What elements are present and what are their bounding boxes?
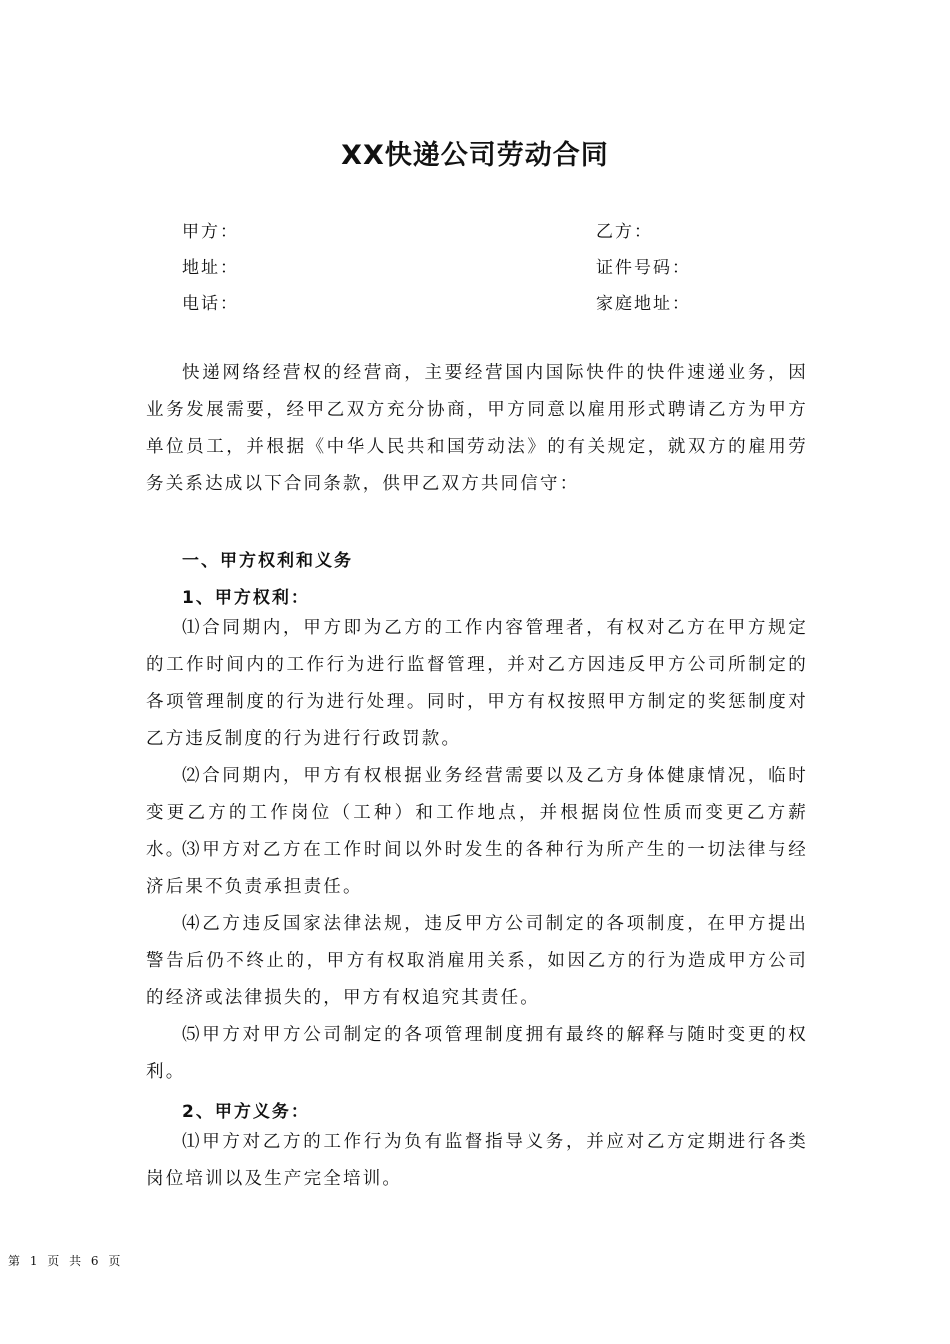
home-address-label: 家庭地址： [596, 294, 691, 314]
rights-item-1: ⑴合同期内，甲方即为乙方的工作内容管理者，有权对乙方在甲方规定的工作时间内的工作行为进行监督管理，并对乙方因违反甲方公司所制定的各项管理制度的行为进行处理。同时，甲方有权按照甲方制定的奖惩制度对乙方违反制度的行为进行行政罚款。 [146, 618, 808, 749]
address-label: 地址： [182, 258, 239, 278]
rights-item-4: ⑷乙方违反国家法律法规，违反甲方公司制定的各项制度，在甲方提出警告后仍不终止的，甲方有权取消雇用关系，如因乙方的行为造成甲方公司的经济或法律损失的，甲方有权追究其责任。 [146, 914, 808, 1008]
id-number-label: 证件号码： [596, 258, 691, 278]
duties-item-1: ⑴甲方对乙方的工作行为负有监督指导义务，并应对乙方定期进行各类岗位培训以及生产完全培训。 [146, 1132, 808, 1189]
page-footer: 第 1 页 共 6 页 [8, 1254, 124, 1268]
party-a-label: 甲方： [182, 222, 239, 242]
rights-item-2: ⑵合同期内，甲方有权根据业务经营需要以及乙方身体健康情况，临时变更乙方的工作岗位（工种）和工作地点，并根据岗位性质而变更乙方薪水。 [146, 766, 808, 860]
party-b-label: 乙方： [596, 222, 653, 242]
section-heading: 一、甲方权利和义务 [182, 551, 353, 571]
rights-item-3: ⑶甲方对乙方在工作时间以外时发生的各种行为所产生的一切法律与经济后果不负责承担责任。 [146, 840, 808, 897]
intro-paragraph: 快递网络经营权的经营商，主要经营国内国际快件的快件速递业务，因业务发展需要，经甲乙双方充分协商，甲方同意以雇用形式聘请乙方为甲方单位员工，并根据《中华人民共和国劳动法》的有关规定，就双方的雇用劳务关系达成以下合同条款，供甲乙双方共同信守： [146, 363, 808, 494]
rights-item-5: ⑸甲方对甲方公司制定的各项管理制度拥有最终的解释与随时变更的权利。 [146, 1025, 808, 1082]
rights-heading: 1、甲方权利： [182, 588, 310, 608]
document-title: XX快递公司劳动合同 [341, 140, 609, 171]
duties-heading: 2、甲方义务： [182, 1102, 310, 1122]
phone-label: 电话： [182, 294, 239, 314]
